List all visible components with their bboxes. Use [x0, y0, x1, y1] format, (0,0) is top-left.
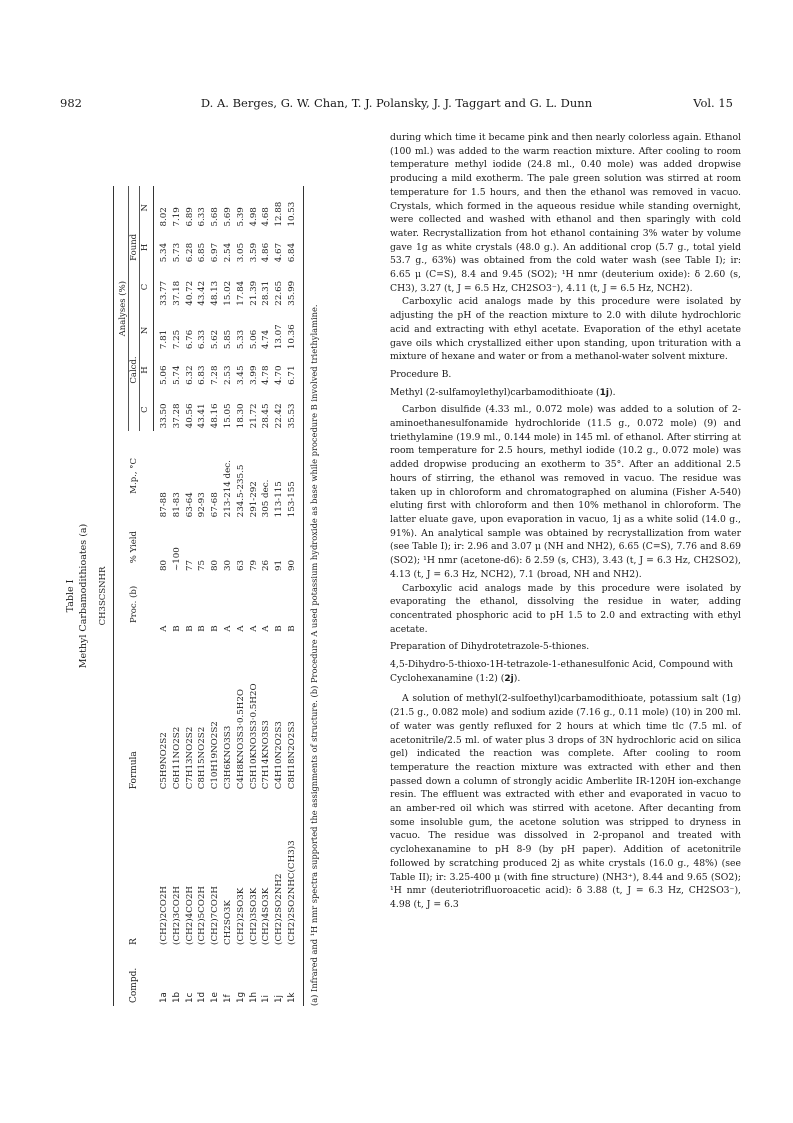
cell-calc-n: 5.85: [222, 329, 233, 350]
cell-calc-c: 37.28: [171, 403, 182, 429]
cell-yield: 30: [222, 559, 233, 572]
cell-found-n: 12.88: [274, 201, 285, 227]
cell-calc-n: 13.07: [274, 324, 285, 350]
cell-calc-c: 35.53: [286, 388, 303, 431]
cell-found-h: 2.54: [222, 242, 233, 263]
cell-calc-n: 7.81: [159, 329, 169, 350]
cell-formula: C8H15NO2S2: [197, 726, 208, 790]
running-authors: D. A. Berges, G. W. Chan, T. J. Polansky, J. J. Taggart and G. L. Dunn: [200, 96, 593, 110]
cell-found-c: 33.77: [159, 280, 169, 306]
table-label: Table I: [65, 579, 76, 613]
cell-found-c: 35.99: [286, 265, 303, 308]
cell-compd: 1d: [197, 991, 208, 1003]
cell-calc-n: 6.33: [197, 329, 208, 350]
cell-found-h: 5.73: [171, 242, 182, 263]
cell-compd: 1k: [286, 948, 303, 1006]
cell-yield: 90: [286, 520, 303, 574]
cell-found-h: 6.84: [286, 230, 303, 266]
paragraph-2: Carboxylic acid analogs made by this procedure were isolated by adjusting the pH of the reaction mixture to 2.0 with dilute hydrochloric acid and extracting with ethyl acetate. Evaporation of the ethyl acetate gave oils which crystallized either upon standing, upon trituration with a mixture of hexane and water or from a methanol-water solvent mixture.: [390, 296, 741, 363]
cell-r: (CH2)2SO2NH2: [274, 873, 285, 945]
col-yield: % Yield: [129, 531, 140, 564]
table-row: [184, 186, 197, 1006]
cell-found-h: 3.59: [248, 242, 259, 263]
cell-found-n: 6.33: [197, 207, 208, 227]
col-found-n: N: [140, 186, 154, 230]
cell-calc-h: 6.83: [197, 365, 208, 385]
cell-yield: 63: [235, 559, 246, 572]
col-found-c: C: [140, 265, 154, 308]
cell-found-c: 15.02: [222, 280, 233, 306]
cell-compd: 1j: [274, 995, 285, 1003]
table-row: [209, 186, 222, 1006]
cell-calc-n: 7.25: [171, 329, 182, 350]
col-compd: Compd.: [129, 967, 140, 1003]
cell-calc-h: 6.32: [184, 365, 195, 385]
cell-formula: C3H6KNO3S3: [222, 725, 233, 790]
compound-2j-heading-text: 4,5-Dihydro-5-thioxo-1H-tetrazole-1-ethanesulfonic Acid, Compound with Cyclohexanamine (1:2) (: [390, 659, 734, 684]
table-1-grid: [113, 186, 304, 1006]
cell-found-h: 6.97: [210, 242, 221, 263]
cell-found-h: 3.05: [235, 242, 246, 263]
cell-r: (CH2)7CO2H: [210, 886, 221, 945]
cell-proc: A: [235, 625, 246, 632]
cell-calc-h: 3.45: [235, 365, 246, 385]
cell-found-h: 4.67: [274, 242, 285, 263]
table-1: [64, 186, 384, 1006]
table-row: [273, 186, 286, 1006]
cell-calc-c: 21.72: [248, 403, 259, 429]
cell-compd: 1f: [222, 994, 233, 1003]
cell-calc-c: 33.50: [159, 403, 169, 429]
cell-calc-c: 18.30: [235, 403, 246, 429]
cell-formula: C7H13NO2S2: [184, 726, 195, 790]
cell-proc: A: [261, 625, 272, 632]
cell-r: (CH2)2SO2NHC(CH3)3: [286, 792, 303, 948]
cell-compd: 1a: [158, 992, 169, 1003]
col-formula: Formula: [129, 751, 140, 790]
cell-compd: 1g: [235, 991, 246, 1003]
col-calcd: Calcd.: [129, 309, 140, 432]
cell-proc: A: [248, 625, 259, 632]
cell-yield: 79: [248, 559, 259, 572]
cell-calc-c: 15.05: [222, 403, 233, 429]
cell-compd: 1i: [261, 995, 272, 1003]
cell-calc-n: 5.06: [248, 329, 259, 350]
compound-2j-heading-end: ).: [513, 672, 521, 684]
paragraph-5: A solution of methyl(2-sulfoethyl)carbamodithioate, potassium salt (1g) (21.5 g., 0.082 mole) and sodium azide (7.16 g., 0.11 mole) (10) in 200 ml. of water was gently refluxed for 2 hours at which time tlc (7.5 ml. of acetonitrile/2.5 ml. of water plus 3 drops of 3N hydrochloric acid on silica gel) indicated the reaction was complete. After cooling to room temperature the reaction mixture was extracted with ether and then passed down a column of strongly acidic Amberlite IR-120H ion-exchange resin. The effluent was extracted with ether and evaporated in vacuo to an amber-red oil which was stirred with acetone. After decanting from some insoluble gum, the acetone solution was stripped to dryness in vacuo. The residue was dissolved in 2-propanol and treated with cyclohexanamine to pH 8-9 (by pH paper). Addition of acetonitrile followed by scratching produced 2j as white crystals (16.0 g., 48%) (see Table II); ir: 3.25-400 μ (with fine structure) (NH3⁺), 8.44 and 9.65 (SO2); ¹H nmr (deuteriotrifluoroacetic acid): δ 3.88 (t, J = 6.3 Hz, CH2SO3⁻), 4.98 (t, J = 6.3: [390, 693, 741, 910]
cell-calc-h: 6.71: [286, 352, 303, 388]
table-row: [286, 186, 303, 1006]
cell-calc-c: 40.56: [184, 403, 195, 429]
cell-calc-n: 5.33: [235, 329, 246, 350]
cell-mp: 305 dec.: [261, 479, 272, 518]
cell-formula: C7H14KNO3S3: [261, 720, 272, 790]
procedure-b-heading: Procedure B.: [390, 368, 452, 380]
compound-1j-ref: 1j: [599, 387, 610, 398]
cell-mp: 81-83: [171, 492, 182, 518]
cell-found-n: 10.53: [286, 186, 303, 230]
cell-yield: ~100: [171, 547, 182, 572]
table-row: [235, 186, 248, 1006]
cell-mp: 87-88: [158, 492, 169, 518]
compound-1j-heading-text: Methyl (2-sulfamoylethyl)carbamodithioate (: [390, 386, 600, 398]
cell-found-n: 4.68: [261, 207, 272, 227]
cell-proc: B: [286, 574, 303, 635]
cell-found-n: 4.98: [248, 207, 259, 227]
cell-mp: 234.5-235.5: [235, 464, 246, 518]
cell-formula: C5H9NO2S2: [158, 732, 169, 790]
compound-1j-heading: [390, 386, 741, 401]
cell-proc: B: [184, 625, 195, 632]
cell-yield: 26: [261, 559, 272, 572]
cell-mp: 113-115: [274, 481, 285, 518]
cell-r: (CH2)5CO2H: [197, 886, 208, 945]
cell-calc-n: 10.36: [286, 309, 303, 352]
table-structure: CH3SCSNHR: [98, 566, 108, 626]
cell-formula: C4H10N2O2S3: [274, 721, 285, 790]
cell-yield: 80: [210, 559, 221, 572]
table-row: [222, 186, 235, 1006]
cell-found-c: 37.18: [171, 280, 182, 306]
cell-found-c: 22.65: [274, 280, 285, 306]
cell-found-n: 7.19: [171, 207, 182, 227]
cell-formula: C10H19NO2S2: [210, 721, 221, 790]
cell-proc: B: [210, 625, 221, 632]
cell-found-c: 43.42: [197, 280, 208, 306]
cell-calc-n: 5.62: [210, 329, 221, 350]
table-row: [154, 186, 171, 1006]
cell-compd: 1c: [184, 992, 195, 1003]
cell-r: (CH2)4SO3K: [261, 887, 272, 945]
cell-proc: A: [222, 625, 233, 632]
cell-calc-c: 48.16: [210, 403, 221, 429]
paragraph-1: during which time it became pink and then nearly colorless again. Ethanol (100 ml.) was added to the warm reaction mixture. After cooling to room temperature methyl iodide (24.8 ml., 0.40 mole) was added dropwise producing a mild exotherm. The pale green solution was stirred at room temperature for 1.5 hours, and then the ethanol was removed in vacuo. Crystals, which formed in the aqueous residue while standing overnight, were collected and washed with ethanol and then sparingly with cold water. Recrystallization from hot ethanol containing 3% water by volume gave 1g as white crystals (48.0 g.). An additional crop (5.7 g., total yield 53.7 g., 63%) was obtained from the cold water wash (see Table I); ir: 6.65 μ (C=S), 8.4 and 9.45 (SO2); ¹H nmr (deuterium oxide): δ 2.60 (s, CH3), 3.27 (t, J = 6.5 Hz, CH2SO3⁻), 4.11 (t, J = 6.5 Hz, NCH2).: [390, 132, 741, 294]
cell-found-c: 21.39: [248, 280, 259, 306]
cell-r: (CH2)2CO2H: [158, 886, 169, 945]
col-proc: Proc. (b): [129, 585, 140, 623]
cell-compd: 1e: [210, 992, 221, 1003]
cell-found-h: 5.34: [159, 242, 169, 263]
cell-r: (CH2)3SO3K: [248, 887, 259, 945]
cell-calc-h: 5.74: [171, 365, 182, 385]
cell-formula: C5H10KNO3S3·0.5H2O: [248, 683, 259, 790]
cell-found-n: 5.69: [222, 207, 233, 227]
table-row: [260, 186, 273, 1006]
cell-compd: 1h: [248, 991, 259, 1003]
cell-found-c: 48.13: [210, 280, 221, 306]
cell-calc-h: 3.99: [248, 365, 259, 385]
table-row: [248, 186, 261, 1006]
text-column-right: [390, 131, 741, 912]
table-row: [196, 186, 209, 1006]
cell-mp: 291-292: [248, 481, 259, 518]
compound-1j-heading-end: ).: [609, 386, 616, 398]
cell-found-c: 28.31: [261, 280, 272, 306]
cell-compd: 1b: [171, 991, 182, 1003]
table-row: [171, 186, 184, 1006]
cell-calc-h: 5.06: [159, 365, 169, 385]
cell-proc: B: [197, 625, 208, 632]
cell-mp: 92-93: [197, 492, 208, 518]
preparation-heading: Preparation of Dihydrotetrazole-5-thiones.: [390, 641, 590, 653]
cell-found-c: 17.84: [235, 280, 246, 306]
col-calc-c: C: [140, 388, 154, 431]
cell-calc-h: 7.28: [210, 365, 221, 385]
table-title: Methyl Carbamodithioates (a): [78, 523, 89, 669]
cell-mp: 213-214 dec.: [222, 460, 233, 518]
paragraph-4: Carboxylic acid analogs made by this procedure were isolated by evaporating the ethanol, dissolving the residue in water, adding concentrated phosphoric acid to pH 1.5 to 2.0 and extracting with ethyl acetate.: [390, 582, 741, 635]
table-body: [154, 186, 304, 1006]
cell-proc: B: [171, 625, 182, 632]
cell-found-n: 5.39: [235, 207, 246, 227]
running-header: [60, 96, 733, 112]
col-calc-n: N: [140, 309, 154, 352]
cell-r: (CH2)4CO2H: [184, 886, 195, 945]
col-analyses: Analyses (%): [115, 186, 129, 431]
cell-calc-h: 2.53: [222, 365, 233, 385]
cell-formula: C8H18N2O2S3: [286, 635, 303, 792]
table-footnote: (a) Infrared and ¹H nmr spectra supported the assignments of structure. (b) Procedure A used potassium hydroxide as base while procedure B involved triethylamine.: [308, 304, 319, 1006]
cell-found-h: 6.85: [197, 242, 208, 263]
cell-proc: B: [274, 625, 285, 632]
cell-calc-h: 4.70: [274, 365, 285, 385]
table-caption: [64, 186, 110, 1006]
cell-r: (CH2)3CO2H: [171, 886, 182, 945]
cell-found-n: 6.89: [184, 207, 195, 227]
cell-calc-c: 43.41: [197, 403, 208, 429]
cell-calc-h: 4.78: [261, 365, 272, 385]
cell-mp: 67-68: [210, 492, 221, 518]
cell-r: (CH2)2SO3K: [235, 887, 246, 945]
col-r: R: [129, 938, 140, 945]
col-calc-h: H: [140, 352, 154, 388]
cell-yield: 91: [274, 559, 285, 572]
page-number: 982: [60, 96, 82, 110]
cell-calc-n: 6.76: [184, 329, 195, 350]
cell-calc-n: 4.74: [261, 329, 272, 350]
volume-label: Vol. 15: [693, 96, 733, 110]
cell-yield: 75: [197, 559, 208, 572]
cell-formula: C6H11NO2S2: [171, 726, 182, 790]
cell-yield: 77: [184, 559, 195, 572]
cell-r: CH2SO3K: [222, 900, 233, 945]
cell-found-h: 6.28: [184, 242, 195, 263]
cell-found-h: 4.86: [261, 242, 272, 263]
cell-proc: A: [158, 625, 169, 632]
cell-found-c: 40.72: [184, 280, 195, 306]
compound-2j-heading: [390, 658, 741, 686]
col-found: Found: [129, 186, 140, 309]
paragraph-3: Carbon disulfide (4.33 ml., 0.072 mole) was added to a solution of 2-aminoethanesulfonamide hydrochloride (11.5 g., 0.072 mole) (9) and triethylamine (19.9 ml., 0.144 mole) in 145 ml. of ethanol. After stirring at room temperature for 2.5 hours, methyl iodide (10.2 g., 0.072 mole) was added dropwise producing an exotherm to 35°. After an additional 2.5 hours of stirring, the ethanol was removed in vacuo. The residue was taken up in chloroform and chromatographed on alumina (Fisher A-540) eluting first with chloroform and then 10% methanol in chloroform. The latter eluate gave, upon evaporation in vacuo, 1j as a white solid (14.0 g., 91%). An analytical sample was obtained by recrystallization from water (see Table I); ir: 2.96 and 3.07 μ (NH and NH2), 6.65 (C=S), 7.76 and 8.69 (SO2); ¹H nmr (acetone-d6): δ 2.59 (s, CH3), 3.43 (t, J = 6.3 Hz, CH2SO2), 4.13 (t, J = 6.3 Hz, NCH2), 7.1 (broad, NH and NH2).: [390, 404, 741, 580]
compound-2j-ref: 2j: [504, 673, 514, 684]
cell-formula: C4H8KNO3S3·0.5H2O: [235, 688, 246, 790]
cell-yield: 80: [158, 559, 169, 572]
cell-mp: 153-155: [286, 431, 303, 520]
cell-found-n: 8.02: [159, 207, 169, 227]
cell-calc-c: 28.45: [261, 403, 272, 429]
cell-found-n: 5.68: [210, 207, 221, 227]
cell-mp: 63-64: [184, 492, 195, 518]
cell-calc-c: 22.42: [274, 403, 285, 429]
col-mp: M.p., °C: [129, 457, 140, 494]
col-found-h: H: [140, 230, 154, 266]
